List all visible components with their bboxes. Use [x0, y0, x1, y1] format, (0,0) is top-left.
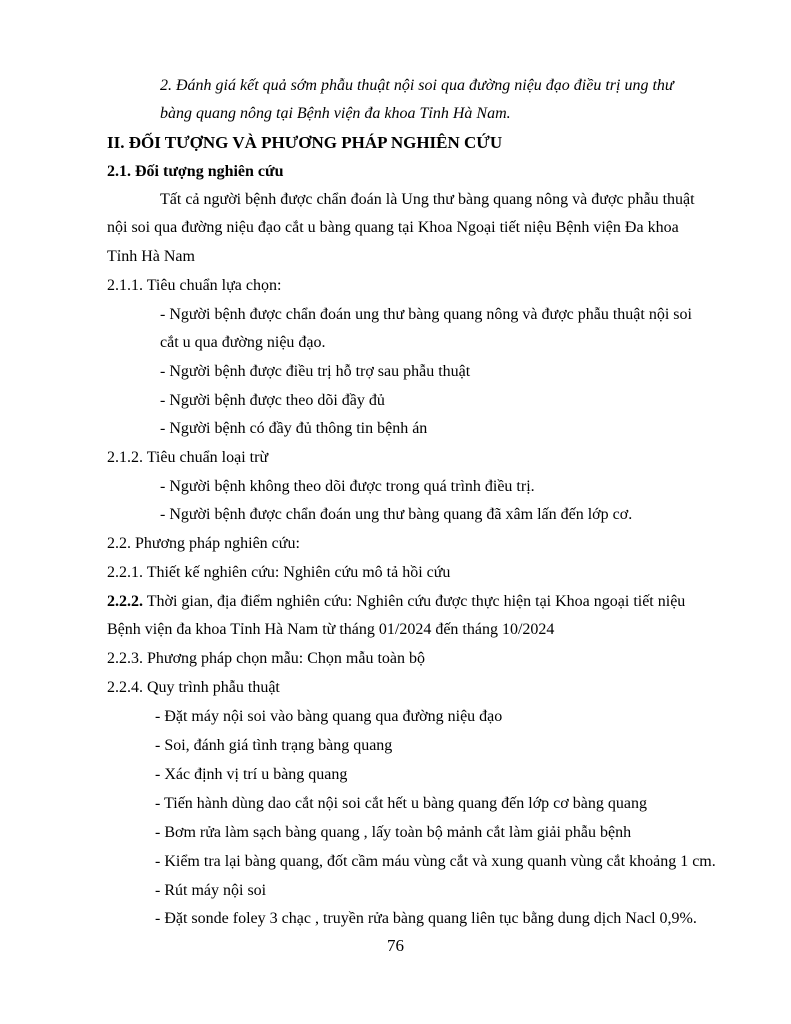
- inclusion-item-1-line-1: - Người bệnh được chẩn đoán ung thư bàng quang nông và được phẫu thuật nội soi: [160, 306, 692, 323]
- inclusion-item-4: - Người bệnh có đầy đủ thông tin bệnh án: [160, 420, 428, 437]
- heading-2-2-4: 2.2.4. Quy trình phẫu thuật: [107, 679, 280, 696]
- inclusion-item-3: - Người bệnh được theo dõi đầy đủ: [160, 392, 385, 409]
- page-number: 76: [387, 936, 404, 955]
- paragraph-2-1-line-3: Tỉnh Hà Nam: [107, 248, 195, 265]
- procedure-step-2: - Soi, đánh giá tình trạng bàng quang: [155, 737, 393, 754]
- exclusion-item-2: - Người bệnh được chẩn đoán ung thư bàng quang đã xâm lấn đến lớp cơ.: [160, 506, 633, 523]
- heading-2-1-2: 2.1.2. Tiêu chuẩn loại trừ: [107, 449, 269, 466]
- heading-2-2-2-line-2: Bệnh viện đa khoa Tỉnh Hà Nam từ tháng 01/2024 đến tháng 10/2024: [107, 621, 555, 638]
- procedure-step-7: - Rút máy nội soi: [155, 882, 267, 899]
- paragraph-2-1-line-1: Tất cả người bệnh được chẩn đoán là Ung thư bàng quang nông và được phẫu thuật: [160, 191, 695, 208]
- procedure-step-6: - Kiểm tra lại bàng quang, đốt cầm máu vùng cắt và xung quanh vùng cắt khoảng 1 cm.: [155, 853, 716, 870]
- heading-2-1: 2.1. Đối tượng nghiên cứu: [107, 163, 284, 180]
- paragraph-2-1-line-2: nội soi qua đường niệu đạo cắt u bàng quang tại Khoa Ngoại tiết niệu Bệnh viện Đa khoa: [107, 219, 679, 236]
- heading-2-2-2: [107, 592, 685, 612]
- heading-2-2-3: 2.2.3. Phương pháp chọn mẫu: Chọn mẫu toàn bộ: [107, 650, 425, 667]
- section-title: II. ĐỐI TƯỢNG VÀ PHƯƠNG PHÁP NGHIÊN CỨU: [107, 133, 503, 152]
- heading-2-2-2-text: Thời gian, địa điểm nghiên cứu: Nghiên cứu được thực hiện tại Khoa ngoại tiết niệu: [143, 593, 686, 610]
- exclusion-item-1: - Người bệnh không theo dõi được trong quá trình điều trị.: [160, 478, 535, 495]
- objective-2-line-2: bàng quang nông tại Bệnh viện đa khoa Tỉnh Hà Nam.: [160, 105, 511, 122]
- procedure-step-1: - Đặt máy nội soi vào bàng quang qua đường niệu đạo: [155, 708, 503, 725]
- heading-2-2: 2.2. Phương pháp nghiên cứu:: [107, 535, 300, 552]
- heading-2-2-1: 2.2.1. Thiết kế nghiên cứu: Nghiên cứu mô tả hồi cứu: [107, 564, 451, 581]
- inclusion-item-1-line-2: cắt u qua đường niệu đạo.: [160, 334, 326, 351]
- objective-2-line-1: 2. Đánh giá kết quả sớm phẫu thuật nội soi qua đường niệu đạo điều trị ung thư: [160, 77, 674, 94]
- procedure-step-3: - Xác định vị trí u bàng quang: [155, 766, 348, 783]
- procedure-step-8: - Đặt sonde foley 3 chạc , truyền rửa bàng quang liên tục bằng dung dịch Nacl 0,9%.: [155, 910, 697, 927]
- heading-2-2-2-number: 2.2.2.: [107, 593, 143, 610]
- heading-2-1-1: 2.1.1. Tiêu chuẩn lựa chọn:: [107, 277, 282, 294]
- inclusion-item-2: - Người bệnh được điều trị hỗ trợ sau phẫu thuật: [160, 363, 471, 380]
- procedure-step-5: - Bơm rửa làm sạch bàng quang , lấy toàn bộ mảnh cắt làm giải phẫu bệnh: [155, 824, 632, 841]
- procedure-step-4: - Tiến hành dùng dao cắt nội soi cắt hết u bàng quang đến lớp cơ bàng quang: [155, 795, 647, 812]
